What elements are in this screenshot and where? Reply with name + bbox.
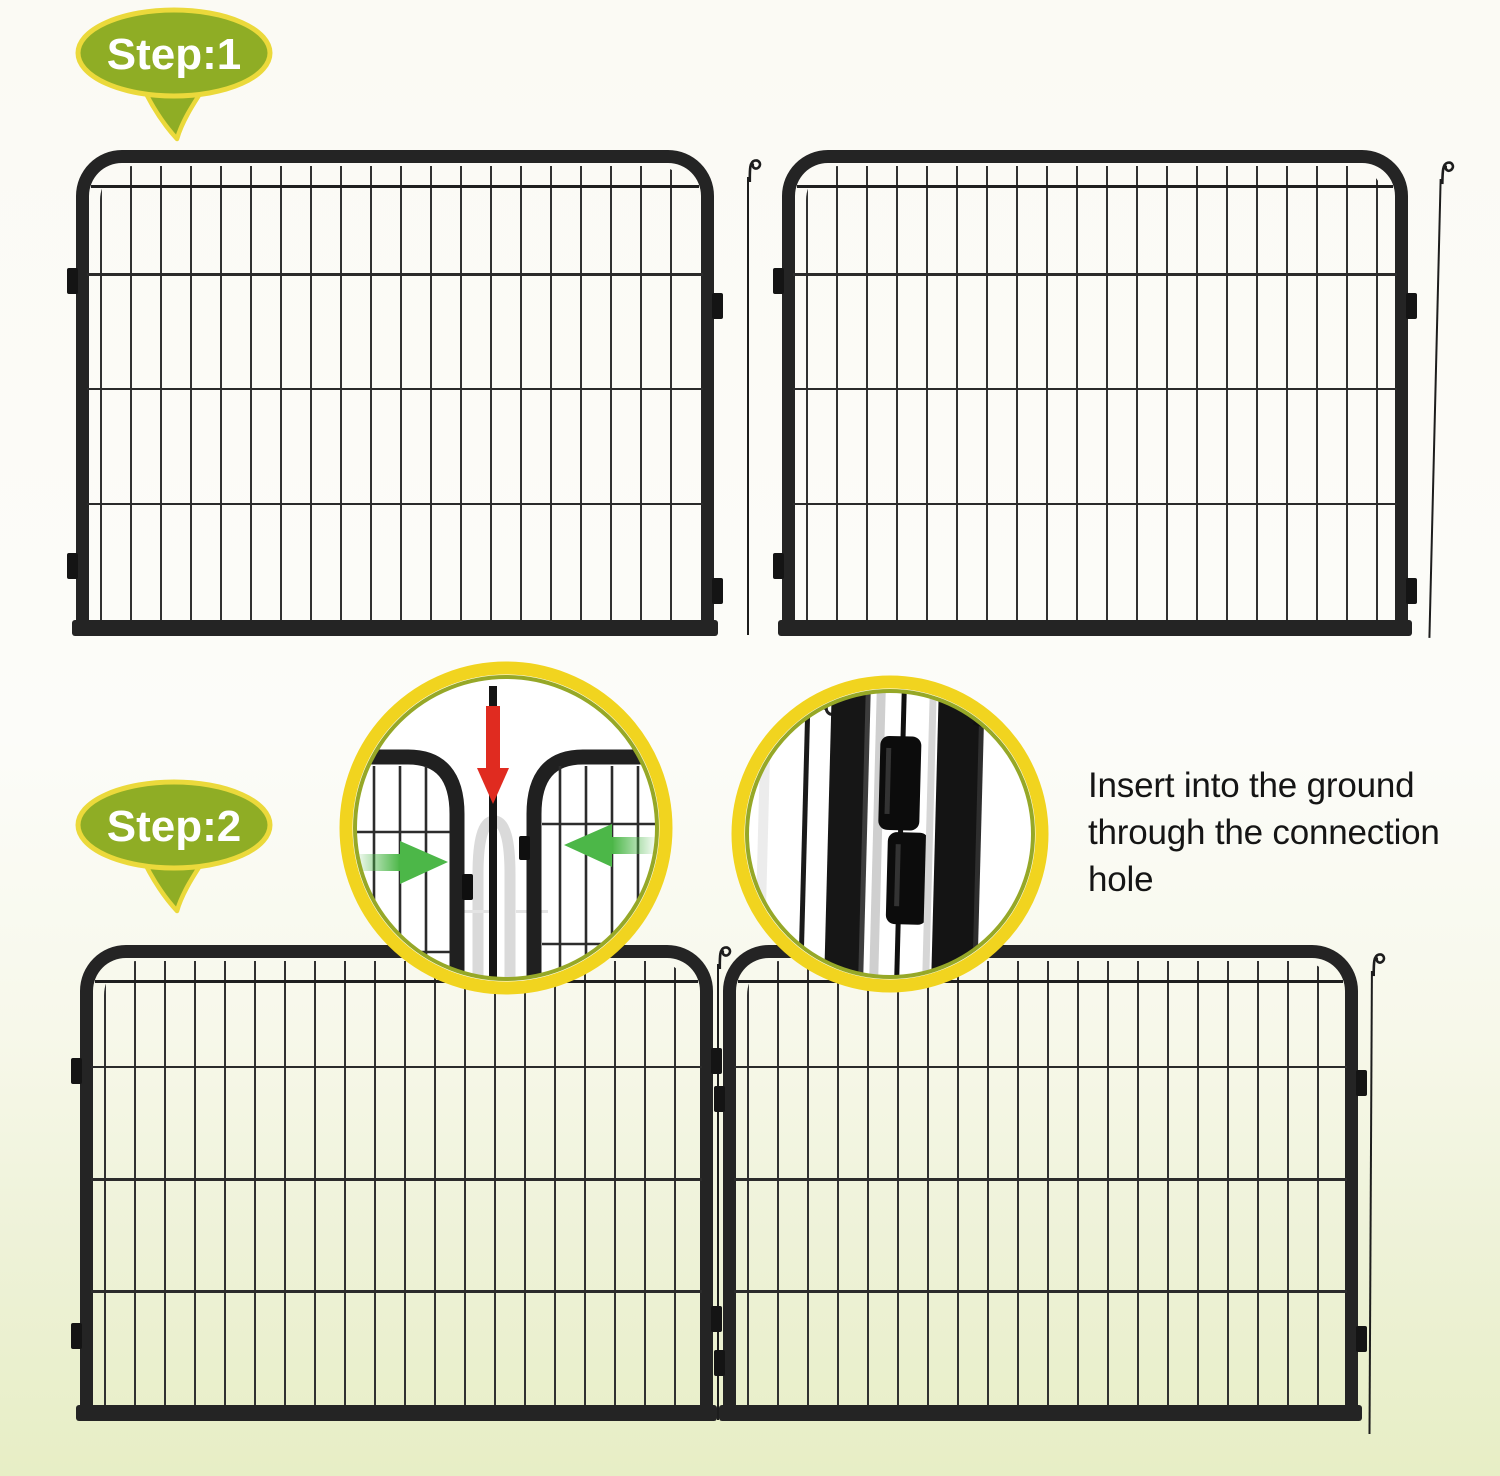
connector-tab [711, 1048, 722, 1074]
rod-shaft [747, 177, 750, 635]
rod-hook-icon [1361, 950, 1387, 976]
connector-tab [712, 293, 723, 319]
mesh-top-wire [91, 185, 699, 188]
mesh-wire [91, 1178, 702, 1181]
mesh-wire [87, 273, 703, 276]
mesh-wire [734, 1178, 1347, 1181]
connector-tab [1356, 1326, 1367, 1352]
connector-tab [714, 1350, 725, 1376]
fence-panel-bottom-right [723, 945, 1358, 1420]
connector-sleeve [878, 736, 921, 831]
mesh-wire [734, 1290, 1347, 1293]
mesh-wire [734, 1066, 1347, 1069]
connector-tab [1356, 1070, 1367, 1096]
connector-tab [773, 553, 784, 579]
connector-tab [462, 874, 473, 900]
rod-shaft [1368, 971, 1373, 1434]
connector-tab [519, 836, 530, 860]
rod-hook-icon [737, 156, 763, 182]
instruction-text: Insert into the ground through the connection hole [1088, 766, 1440, 899]
connector-tab [71, 1323, 82, 1349]
connector-tab [67, 553, 78, 579]
mesh-top-wire [797, 185, 1393, 188]
mesh-wire [793, 388, 1397, 391]
ground-rod [1416, 158, 1456, 639]
connector-tab [712, 578, 723, 604]
rod-hook-icon [1430, 158, 1457, 185]
step-2-bubble [74, 777, 279, 927]
rod-shaft [1428, 179, 1442, 638]
step-2-label: Step:2 [106, 802, 242, 851]
fence-mesh [806, 166, 1384, 622]
fence-panel-bottom-left [80, 945, 713, 1420]
fence-panel-top-left [76, 150, 714, 635]
step-1-label: Step:1 [106, 30, 242, 79]
connector-tab [1406, 293, 1417, 319]
mesh-wire [793, 273, 1397, 276]
connector-tab [773, 268, 784, 294]
detail-circle-connection [730, 674, 1050, 994]
mesh-wire [87, 503, 703, 506]
detail-circle-alignment [338, 660, 674, 996]
mesh-wire [91, 1290, 702, 1293]
panel-base-rail [72, 620, 718, 636]
connector-tab [711, 1306, 722, 1332]
step-1-bubble [74, 5, 279, 155]
connector-sleeve [886, 832, 929, 925]
panel-base-rail [778, 620, 1412, 636]
fence-mesh [104, 961, 689, 1407]
connector-tab [714, 1086, 725, 1112]
ground-rod [735, 156, 763, 635]
panel-base-rail [76, 1405, 717, 1421]
connector-tab [67, 268, 78, 294]
fence-mesh [100, 166, 690, 622]
fence-panel-top-right [782, 150, 1408, 635]
ground-rod-inserted [1356, 950, 1387, 1434]
panel-base-rail [719, 1405, 1362, 1421]
connector-tab [1406, 578, 1417, 604]
fence-mesh [747, 961, 1334, 1407]
mesh-wire [793, 503, 1397, 506]
connector-tab [71, 1058, 82, 1084]
mesh-wire [87, 388, 703, 391]
mesh-wire [91, 1066, 702, 1069]
